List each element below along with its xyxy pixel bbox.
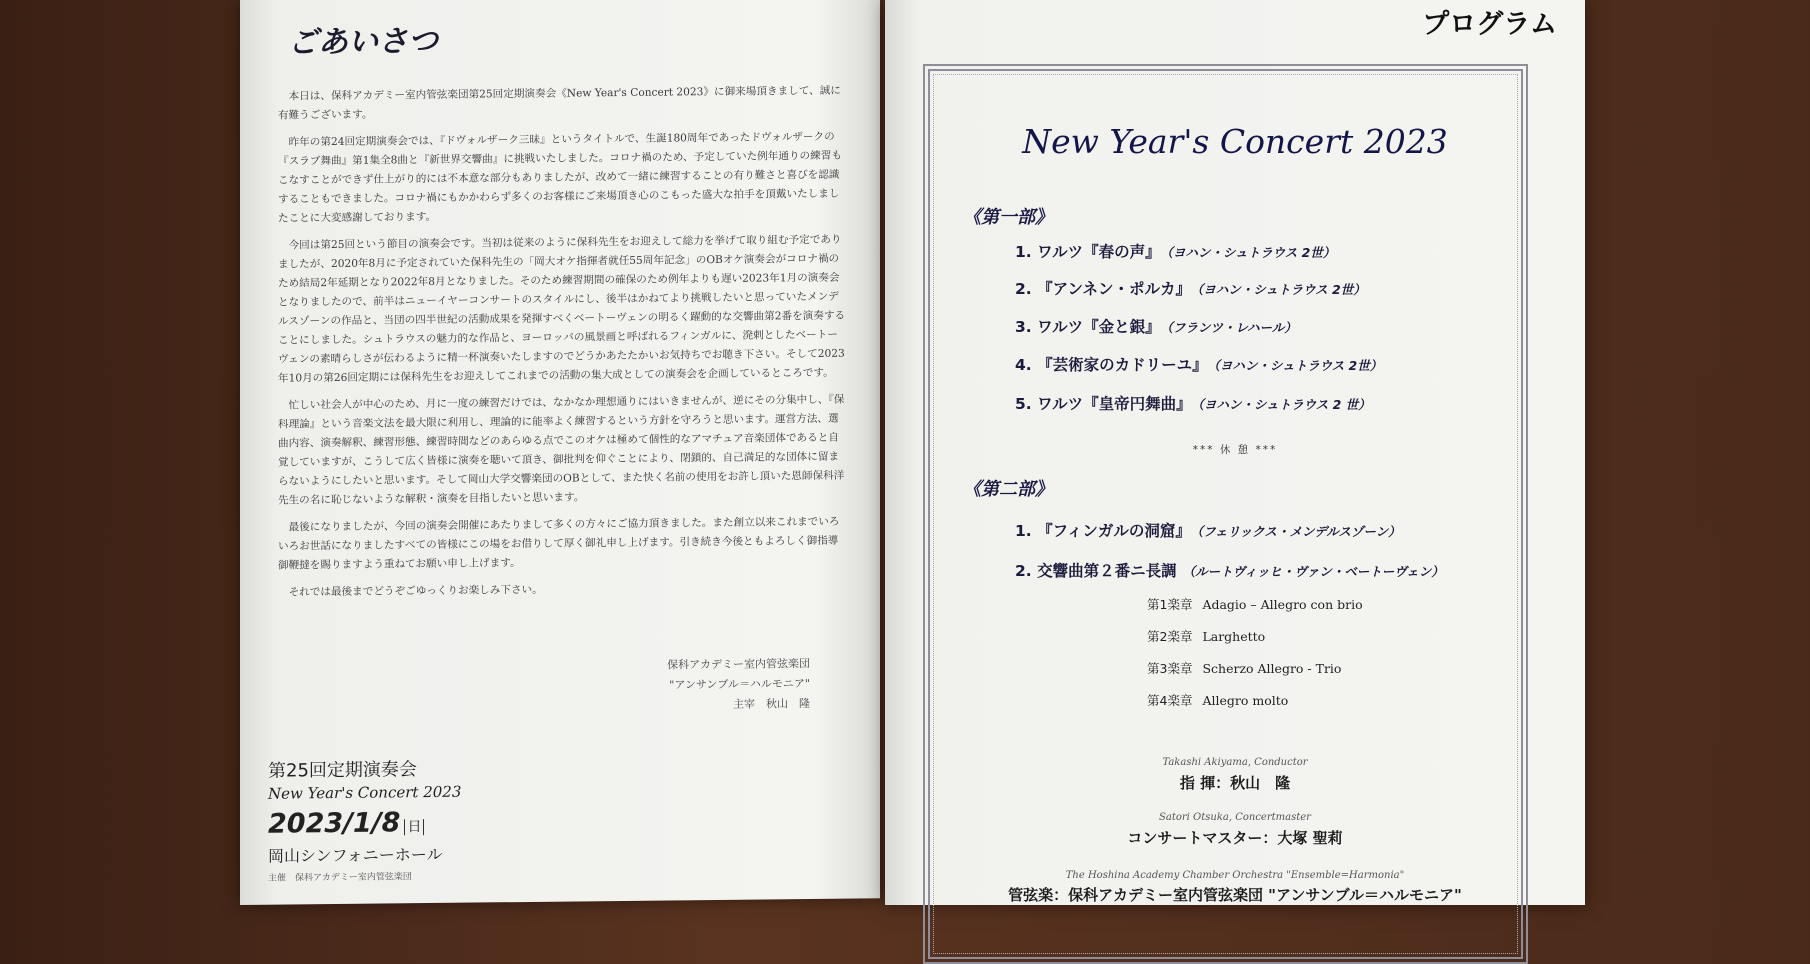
movement-name: Scherzo Allegro - Trio xyxy=(1202,661,1342,676)
item-title: 5. ワルツ『皇帝円舞曲』 xyxy=(1015,395,1192,413)
movement-name: Larghetto xyxy=(1202,629,1266,644)
intermission: *** 休 憩 *** xyxy=(1192,444,1278,456)
signature xyxy=(667,654,810,715)
orchestra-en: The Hoshina Academy Chamber Orchestra "Ensemble=Harmonia" xyxy=(1065,870,1405,881)
greeting-body xyxy=(278,82,846,611)
concertmaster-en: Satori Otsuka, Concertmaster xyxy=(1159,812,1311,823)
signature-leader: 主宰 秋山 隆 xyxy=(733,697,810,711)
movement xyxy=(1147,595,1363,613)
program-item xyxy=(1015,392,1371,414)
program-item xyxy=(1015,519,1401,541)
item-composer: （ルートヴィッヒ・ヴァン・ベートーヴェン） xyxy=(1182,564,1444,579)
item-composer: （フェリックス・メンデルスゾーン） xyxy=(1196,524,1401,539)
movement-number: 第1楽章 xyxy=(1147,597,1193,612)
date-text: 2023/1/8 xyxy=(268,807,401,840)
greeting-paragraph: 最後になりましたが、今回の演奏会開催にあたりまして多くの方々にご協力頂きました。また創立以来これまでいろいろお世話になりましたすべての皆様にこの場をお借りして厚く御礼申し上げます。引き続き今後ともよろしく御指導御鞭撻を賜りますよう重ねてお願い申し上げます。 xyxy=(278,515,840,572)
concert-number: 第25回定期演奏会 xyxy=(268,759,417,782)
weekday: 日 xyxy=(404,819,424,835)
greeting-paragraph: 本日は、保科アカデミー室内管弦楽団第25回定期演奏会《New Year's Concert 2023》に御来場頂きまして、誠に有難うございます。 xyxy=(278,84,841,122)
conductor-jp: 指 揮：秋山 隆 xyxy=(1179,774,1291,792)
program-item xyxy=(1015,559,1444,581)
concert-organizer: 主催 保科アカデミー室内管弦楽団 xyxy=(268,872,412,884)
item-title: 4. 『芸術家のカドリーユ』 xyxy=(1015,356,1208,374)
orchestra-jp: 管弦楽：保科アカデミー室内管弦楽団 "アンサンブル＝ハルモニア" xyxy=(1008,886,1462,904)
signature-ensemble: "アンサンブル＝ハルモニア" xyxy=(669,677,810,692)
item-title: 2. 『アンネン・ポルカ』 xyxy=(1015,280,1191,298)
part1-heading: 《第一部》 xyxy=(963,207,1053,228)
item-title: 2. 交響曲第２番ニ長調 xyxy=(1015,562,1177,580)
item-composer: （ヨハン・シュトラウス 2世） xyxy=(1197,282,1366,297)
item-title: 3. ワルツ『金と銀』 xyxy=(1015,318,1161,336)
movement xyxy=(1147,691,1288,709)
movement-name: Adagio – Allegro con brio xyxy=(1202,597,1363,612)
program-item xyxy=(1015,277,1366,299)
item-composer: （ヨハン・シュトラウス 2世） xyxy=(1166,245,1336,260)
left-page xyxy=(240,0,880,905)
movement-number: 第2楽章 xyxy=(1147,629,1193,644)
right-page xyxy=(885,0,1585,905)
program-title: プログラム xyxy=(1422,9,1557,40)
greeting-paragraph: 今回は第25回という節目の演奏会です。当初は従来のように保科先生をお迎えして総力を挙げて取り組む予定でありましたが、2020年8月に予定されていた保科先生の「岡大オケ指揮者就任55周年記念」のOBオケ演奏会がコロナ禍のため結局2年延期となり2022年8月となりました。そのため練習期間の確保のため例年よりも遅い2023年1月の演奏会となりましたので、前半はニューイヤーコンサートのスタイルにし、後半はかねてより挑戦したいと思っていたメンデルスゾーンの作品と、当団の四半世紀の活動成果を発揮すべくベートーヴェンの明るく躍動的な交響曲第2番を演奏することにしました。シュトラウスの魅力的な作品と、ヨーロッパの風景画と呼ばれるフィンガルに、溌剌としたベートーヴェンの素晴らしさが伝わるように精一杯演奏いたしますのでどうかあたたかいお気持ちでお聴き下さい。そして2023年10月の第26回定期には保科先生をお迎えしてこれまでの活動の集大成としての演奏会を企画しているところです。 xyxy=(278,233,846,385)
concert-name: New Year's Concert 2023 xyxy=(268,782,462,803)
greeting-paragraph: それでは最後までどうぞごゆっくりお楽しみ下さい。 xyxy=(288,583,543,599)
program-item xyxy=(1015,240,1335,262)
movement-number: 第4楽章 xyxy=(1147,693,1193,708)
movement-number: 第3楽章 xyxy=(1147,661,1193,676)
program-item xyxy=(1015,353,1382,375)
concert-info xyxy=(268,755,461,885)
greeting-paragraph: 昨年の第24回定期演奏会では、『ドヴォルザーク三昧』というタイトルで、生誕180周年であったドヴォルザークの『スラブ舞曲』第1集全8曲と『新世界交響曲』に挑戦いたしました。コロナ禍のため、予定していた例年通りの練習もこなすことができず仕上がり的には不本意な部分もありましたが、改めて一緒に練習することの有り難さと喜びを認識することもできました。コロナ禍にもかかわらず多くのお客様にご来場頂き心のこもった盛大な拍手を頂戴いたしましたことに大変感謝しております。 xyxy=(278,130,842,225)
program-item xyxy=(1015,315,1297,337)
item-composer: （ヨハン・シュトラウス 2 世） xyxy=(1197,397,1371,412)
movement xyxy=(1147,659,1341,677)
item-composer: （フランツ・レハール） xyxy=(1166,320,1297,335)
concertmaster-jp: コンサートマスター：大塚 聖莉 xyxy=(1127,829,1343,847)
movement xyxy=(1147,627,1265,645)
concert-venue: 岡山シンフォニーホール xyxy=(268,844,443,866)
item-composer: （ヨハン・シュトラウス 2世） xyxy=(1213,358,1383,373)
part2-heading: 《第二部》 xyxy=(963,479,1053,500)
movement-name: Allegro molto xyxy=(1202,693,1289,708)
item-title: 1. ワルツ『春の声』 xyxy=(1015,243,1161,261)
item-title: 1. 『フィンガルの洞窟』 xyxy=(1015,522,1191,540)
greeting-title: ごあいさつ xyxy=(288,23,438,61)
conductor-en: Takashi Akiyama, Conductor xyxy=(1162,757,1308,768)
greeting-paragraph: 忙しい社会人が中心のため、月に一度の練習だけでは、なかなか理想通りにはいきませんが、逆にその分集中し、『保科理論』という音楽文法を最大限に利用し、理論的に能率よく練習するという方針を守ろうと思います。運営方法、選曲内容、演奏解釈、練習形態、練習時間などのあらゆる点でこのオケは極めて個性的なアマチュア音楽団体であると自覚していますが、こうして広く皆様に演奏を聴いて頂き、御批判を仰ぐことにより、閉鎖的、自己満足的な団体に留まらないようにしたいと思います。そして岡山大学交響楽団のOBとして、また快く名前の使用をお許し頂いた恩師保科洋先生の名に恥じないような解釈・演奏を目指したいと思います。 xyxy=(278,393,845,507)
signature-org: 保科アカデミー室内管弦楽団 xyxy=(667,657,810,672)
concert-title: New Year's Concert 2023 xyxy=(1022,122,1448,161)
concert-date xyxy=(268,807,461,840)
